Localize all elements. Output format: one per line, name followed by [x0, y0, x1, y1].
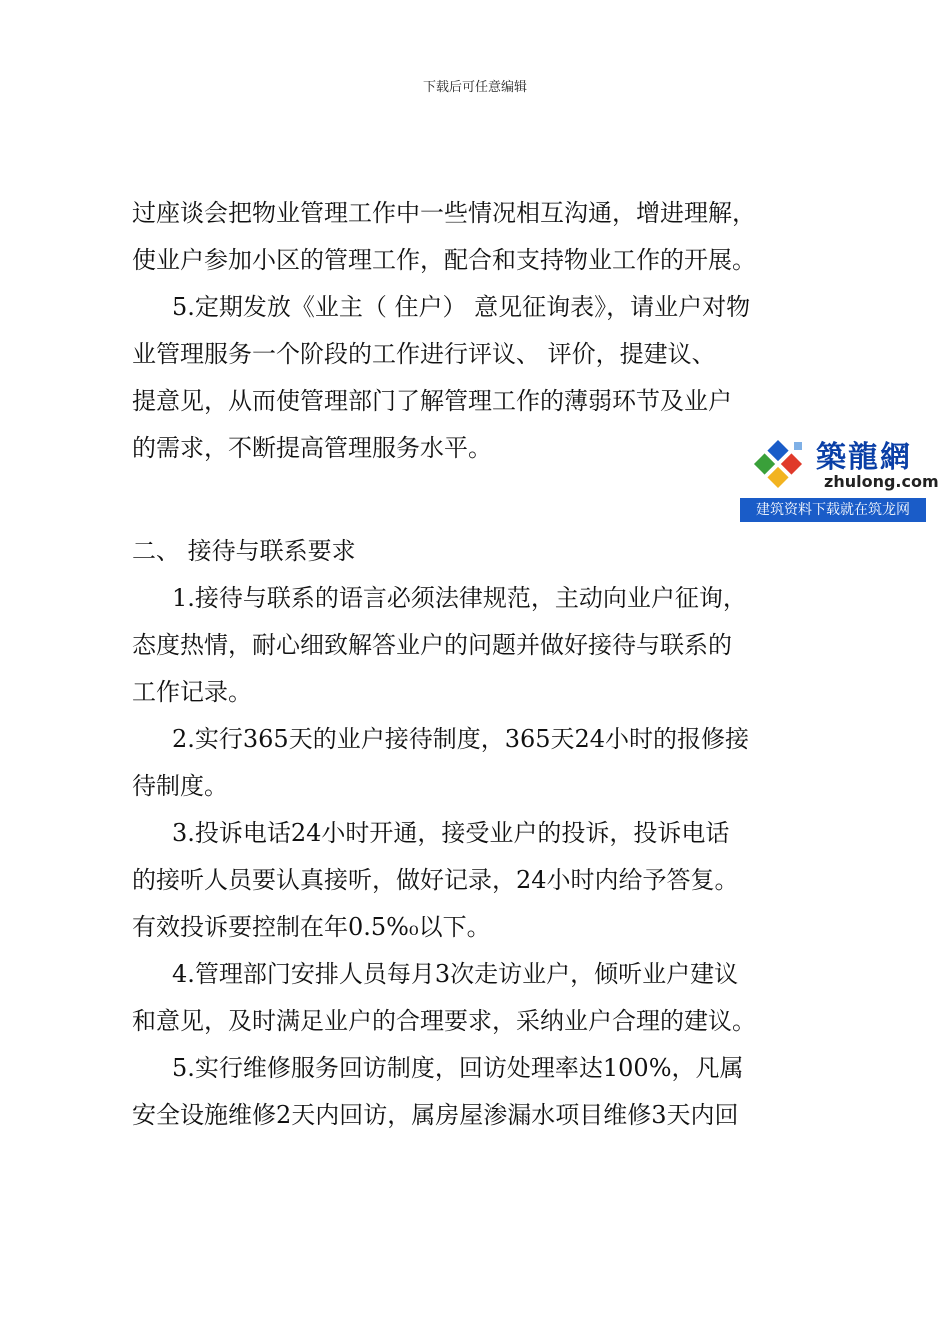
logo-slogan: 建筑资料下载就在筑龙网 — [740, 498, 926, 522]
text-line: 使业户参加小区的管理工作，配合和支持物业工作的开展。 — [132, 246, 756, 274]
text-line: 提意见，从而使管理部门了解管理工作的薄弱环节及业户 — [132, 387, 732, 415]
text-line: 有效投诉要控制在年0.5%₀以下。 — [132, 913, 491, 941]
text-line: 1.接待与联系的语言必须法律规范，主动向业户征询， — [172, 584, 747, 612]
logo-tile-yellow — [767, 467, 788, 488]
text-line: 待制度。 — [132, 772, 228, 800]
logo-tile-green — [754, 453, 775, 474]
text-line: 态度热情，耐心细致解答业户的问题并做好接待与联系的 — [132, 631, 732, 659]
logo-top-panel — [740, 428, 939, 498]
text-line: 5.实行维修服务回访制度，回访处理率达100%，凡属 — [172, 1054, 744, 1082]
section-reception — [132, 528, 822, 1139]
logo-tile-blue — [767, 440, 788, 461]
text-line: 和意见，及时满足业户的合理要求，采纳业户合理的建议。 — [132, 1007, 756, 1035]
logo-tile-red — [781, 453, 802, 474]
paragraph-block-1 — [132, 190, 822, 472]
logo-mark-icon — [746, 434, 810, 494]
section-heading: 二、 接待与联系要求 — [132, 537, 356, 565]
text-line: 3.投诉电话24小时开通，接受业户的投诉，投诉电话 — [172, 819, 730, 847]
text-line: 业管理服务一个阶段的工作进行评议、 评价，提建议、 — [132, 340, 716, 368]
logo-name-en: zhulong.com — [824, 472, 939, 491]
text-line: 4.管理部门安排人员每月3次走访业户，倾听业户建议 — [172, 960, 739, 988]
text-line: 5.定期发放《业主（ 住户） 意见征询表》，请业户对物 — [172, 293, 751, 321]
text-line: 工作记录。 — [132, 678, 252, 706]
text-line: 的需求，不断提高管理服务水平。 — [132, 434, 492, 462]
logo-name-cn: 築龍網 — [816, 440, 912, 475]
logo-tile-small — [794, 442, 802, 450]
text-line: 的接听人员要认真接听，做好记录，24小时内给予答复。 — [132, 866, 739, 894]
page-header-note: 下载后可任意编辑 — [422, 80, 527, 95]
zhulong-logo — [740, 428, 939, 522]
text-line: 过座谈会把物业管理工作中一些情况相互沟通，增进理解， — [132, 199, 756, 227]
text-line: 2.实行365天的业户接待制度，365天24小时的报修接 — [172, 725, 750, 753]
text-line: 安全设施维修2天内回访，属房屋渗漏水项目维修3天内回 — [132, 1101, 739, 1129]
